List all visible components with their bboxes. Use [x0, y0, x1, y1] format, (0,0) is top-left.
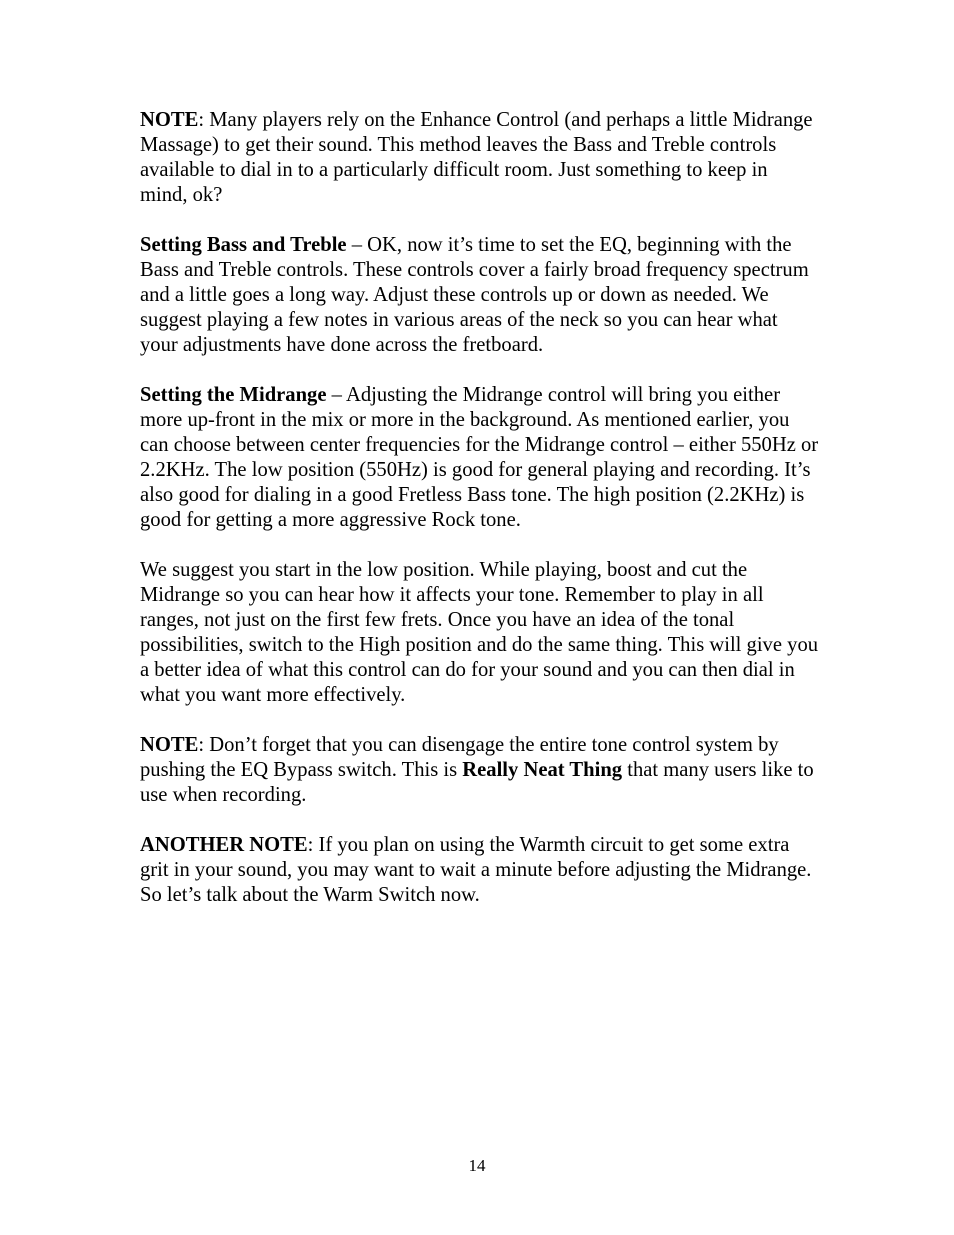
paragraph-bass-treble: [140, 233, 820, 358]
paragraph-note-bypass: [140, 733, 820, 808]
document-page: [140, 108, 820, 933]
paragraph-text: : Don’t forget that you can disengage the entire tone control system by pushing the EQ Bypass switch. This is: [140, 734, 779, 781]
paragraph-text: – Adjusting the Midrange control will bring you either more up-front in the mix or more in the background. As mentioned earlier, you can choose between center frequencies for the Midrange control – either 550Hz or 2.2KHz. The low position (550Hz) is good for general playing and recording. It’s also good for dialing in a good Fretless Bass tone. The high position (2.2KHz) is good for getting a more aggressive Rock tone.: [140, 384, 819, 531]
paragraph-lead: Setting Bass and Treble: [140, 234, 347, 256]
paragraph-note-enhance: [140, 108, 820, 208]
paragraph-lead: NOTE: [140, 109, 199, 131]
paragraph-suggestion: [140, 558, 820, 708]
paragraph-text: : Many players rely on the Enhance Control (and perhaps a little Midrange Massage) to get their sound. This method leaves the Bass and Treble controls available to dial in to a particularly difficult room. Just something to keep in mind, ok?: [140, 109, 813, 206]
paragraph-lead: NOTE: [140, 734, 199, 756]
paragraph-text: – OK, now it’s time to set the EQ, beginning with the Bass and Treble controls. These controls cover a fairly broad frequency spectrum and a little goes a long way. Adjust these controls up or down as needed. We suggest playing a few notes in various areas of the neck so you can hear what your adjustments have done across the fretboard.: [140, 234, 809, 356]
paragraph-another-note: [140, 833, 820, 908]
page-number: 14: [468, 1156, 486, 1175]
paragraph-text: : If you plan on using the Warmth circuit to get some extra grit in your sound, you may want to wait a minute before adjusting the Midrange. So let’s talk about the Warm Switch now.: [140, 834, 812, 906]
paragraph-midrange: [140, 383, 820, 533]
paragraph-lead: ANOTHER NOTE: [140, 834, 308, 856]
paragraph-lead: Setting the Midrange: [140, 384, 327, 406]
paragraph-text: We suggest you start in the low position. While playing, boost and cut the Midrange so you can hear how it affects your tone. Remember to play in all ranges, not just on the first few frets. Once you have an idea of the tonal possibilities, switch to the High position and do the same thing. This will give you a better idea of what this control can do for your sound and you can then dial in what you want more effectively.: [140, 559, 819, 706]
paragraph-bold-inline: Really Neat Thing: [462, 759, 623, 781]
paragraph-text-after: that many users like to use when recording.: [140, 759, 814, 806]
